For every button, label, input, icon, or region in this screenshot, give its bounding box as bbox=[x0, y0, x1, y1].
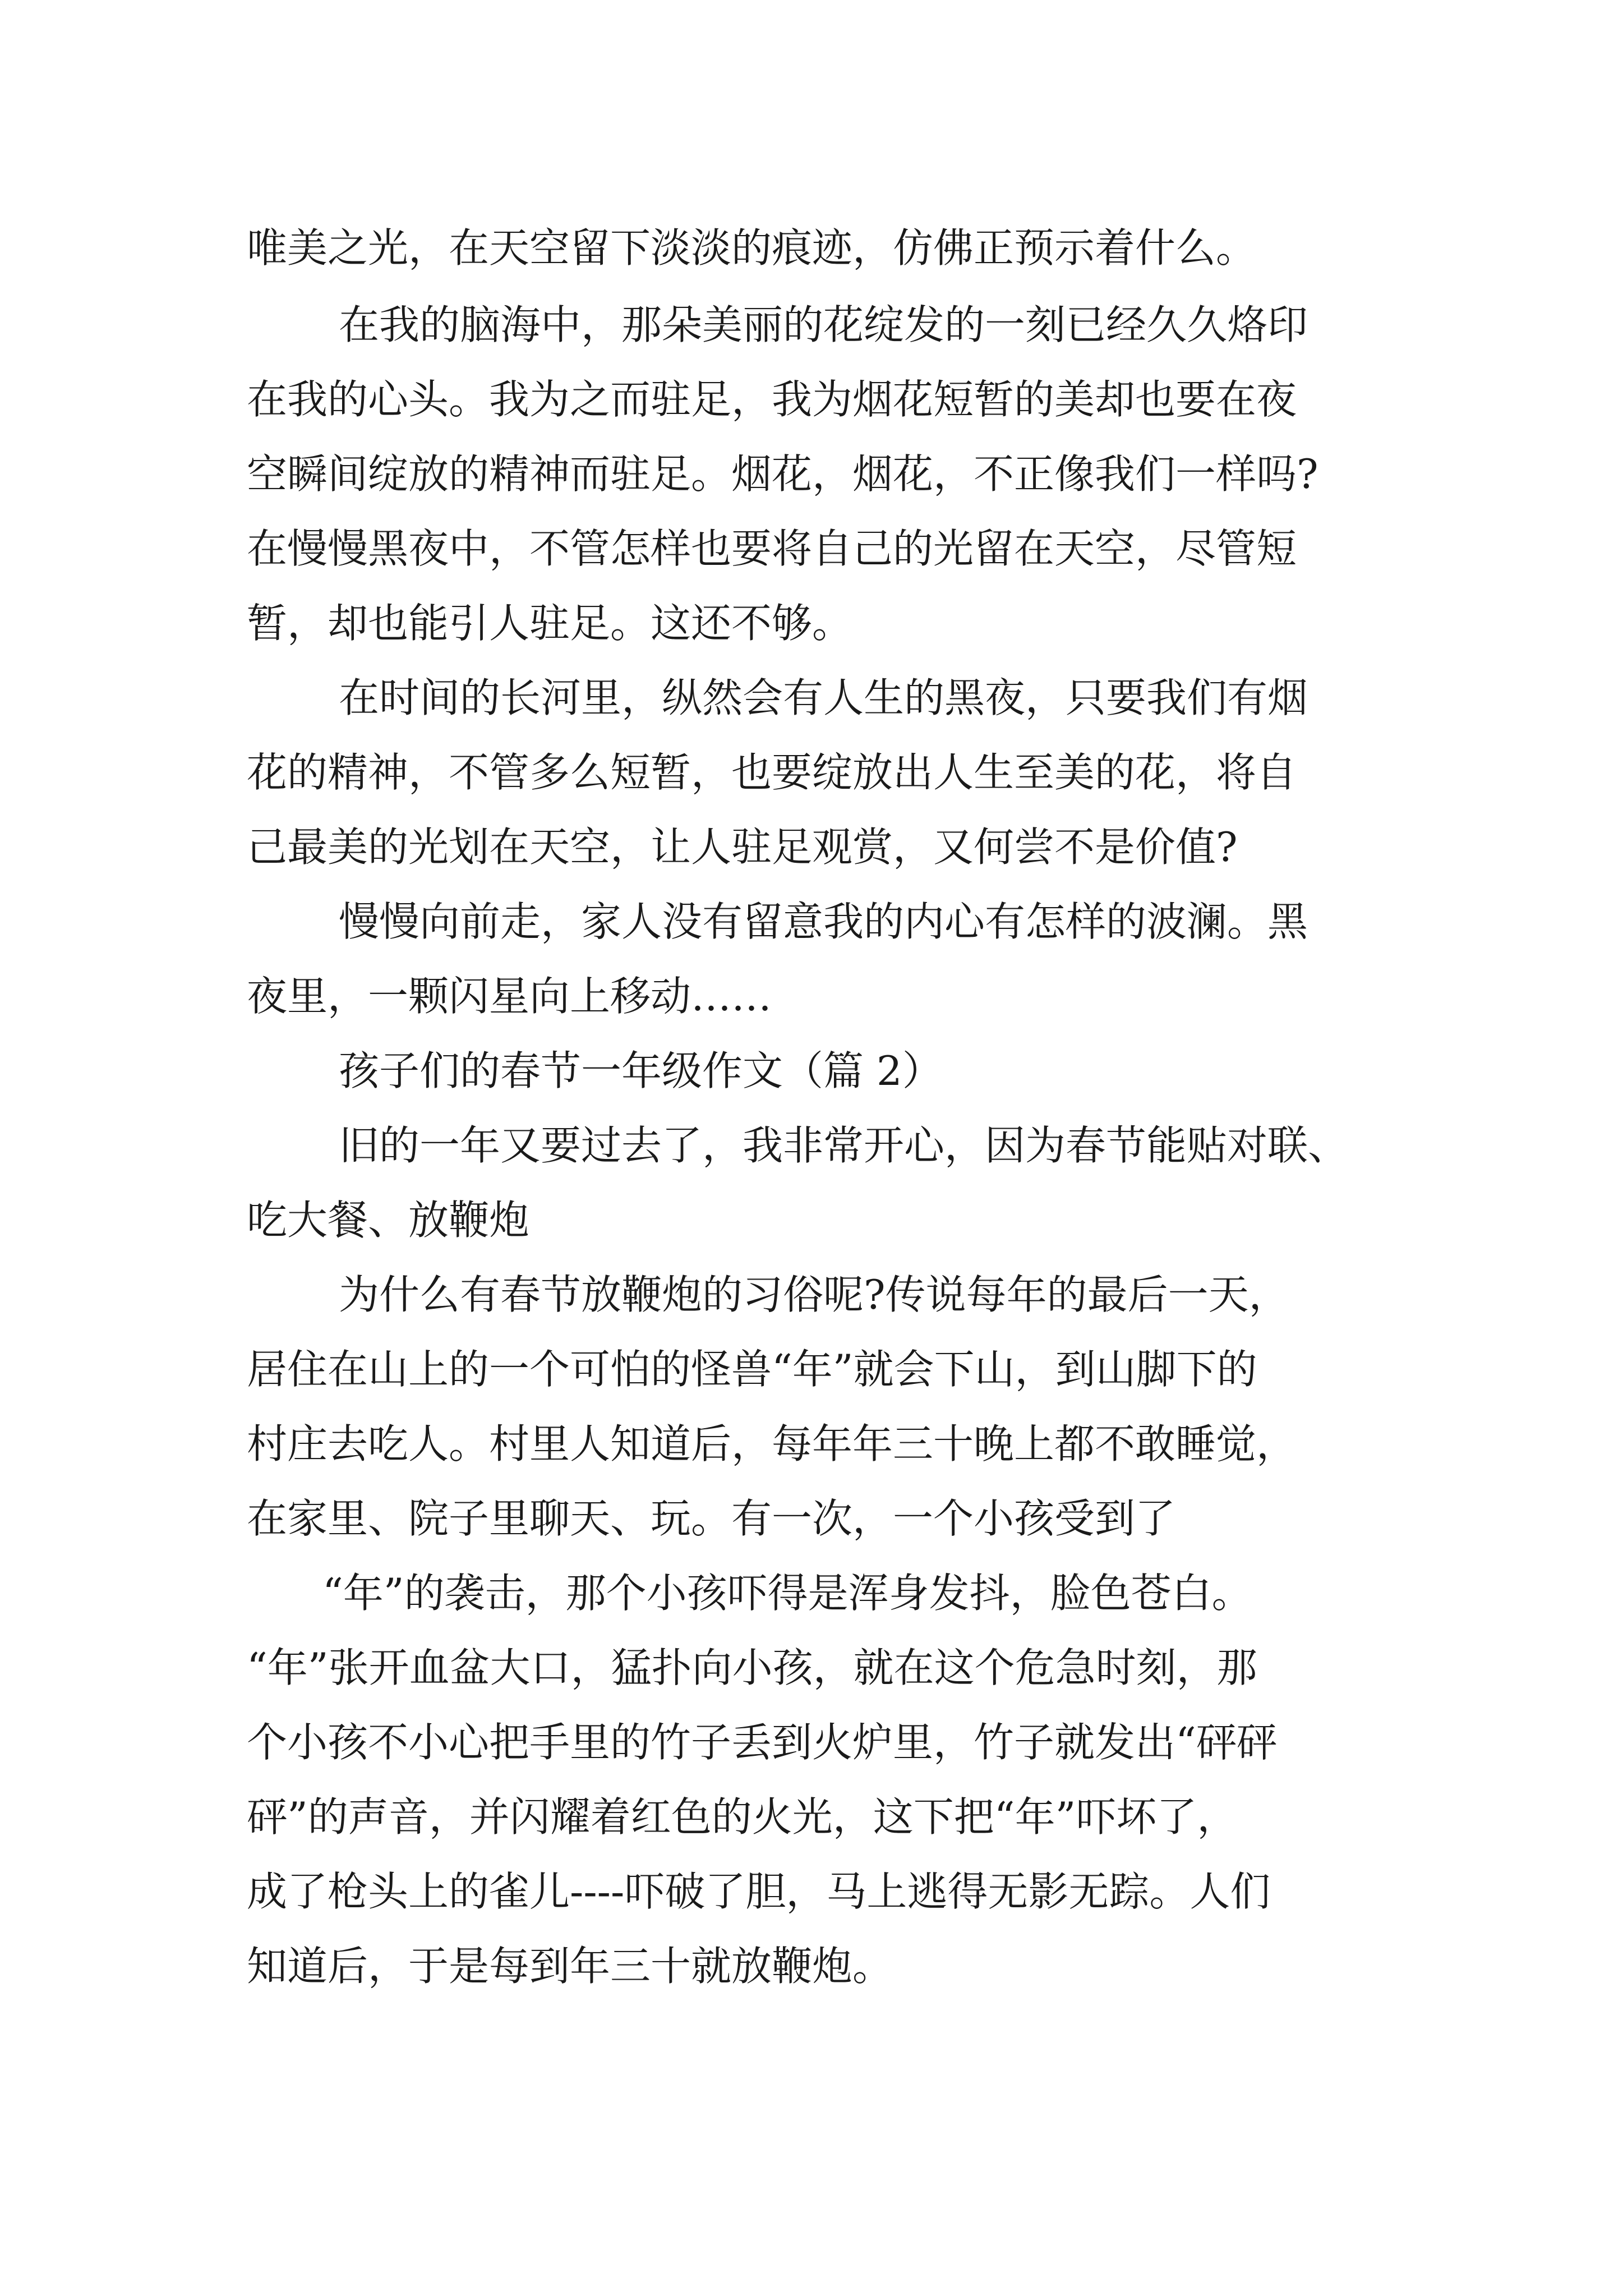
text-line: 在慢慢黑夜中，不管怎样也要将自己的光留在天空，尽管短 bbox=[247, 525, 1297, 572]
text-line: 空瞬间绽放的精神而驻足。烟花，烟花，不正像我们一样吗? bbox=[247, 450, 1318, 498]
text-line: 个小孩不小心把手里的竹子丢到火炉里，竹子就发出“砰砰 bbox=[247, 1719, 1277, 1766]
text-line: 花的精神，不管多么短暂，也要绽放出人生至美的花，将自 bbox=[247, 749, 1297, 796]
text-line: 成了枪头上的雀儿----吓破了胆，马上逃得无影无踪。人们 bbox=[247, 1868, 1271, 1915]
text-line: 村庄去吃人。村里人知道后，每年年三十晚上都不敢睡觉， bbox=[247, 1420, 1297, 1467]
paragraph-first-line: 在时间的长河里，纵然会有人生的黑夜，只要我们有烟 bbox=[339, 674, 1308, 721]
text-line: 在家里、院子里聊天、玩。有一次，一个小孩受到了 bbox=[247, 1495, 1176, 1542]
text-line: 夜里，一颗闪星向上移动…… bbox=[247, 973, 772, 1020]
text-line: 在我的心头。我为之而驻足，我为烟花短暂的美却也要在夜 bbox=[247, 376, 1297, 423]
essay-title: 孩子们的春节一年级作文（篇 2） bbox=[339, 1047, 943, 1094]
text-line: “年”张开血盆大口，猛扑向小孩，就在这个危急时刻，那 bbox=[247, 1644, 1257, 1691]
text-line: 暂，却也能引人驻足。这还不够。 bbox=[247, 600, 853, 647]
text-line: 唯美之光，在天空留下淡淡的痕迹，仿佛正预示着什么。 bbox=[247, 224, 1257, 272]
paragraph-first-line: 旧的一年又要过去了，我非常开心，因为春节能贴对联、 bbox=[339, 1122, 1349, 1169]
text-line: 知道后，于是每到年三十就放鞭炮。 bbox=[247, 1943, 893, 1990]
text-line: 居住在山上的一个可怕的怪兽“年”就会下山，到山脚下的 bbox=[247, 1346, 1257, 1393]
paragraph-first-line: 在我的脑海中，那朵美丽的花绽发的一刻已经久久烙印 bbox=[339, 301, 1308, 348]
text-line: 吃大餐、放鞭炮 bbox=[247, 1197, 530, 1244]
paragraph-first-line: “年”的袭击，那个小孩吓得是浑身发抖，脸色苍白。 bbox=[322, 1570, 1252, 1617]
text-line: 己最美的光划在天空，让人驻足观赏，又何尝不是价值? bbox=[247, 823, 1238, 871]
paragraph-first-line: 慢慢向前走，家人没有留意我的内心有怎样的波澜。黑 bbox=[339, 898, 1308, 945]
paragraph-first-line: 为什么有春节放鞭炮的习俗呢?传说每年的最后一天， bbox=[339, 1271, 1289, 1318]
text-line: 砰”的声音，并闪耀着红色的火光，这下把“年”吓坏了， bbox=[247, 1793, 1238, 1841]
